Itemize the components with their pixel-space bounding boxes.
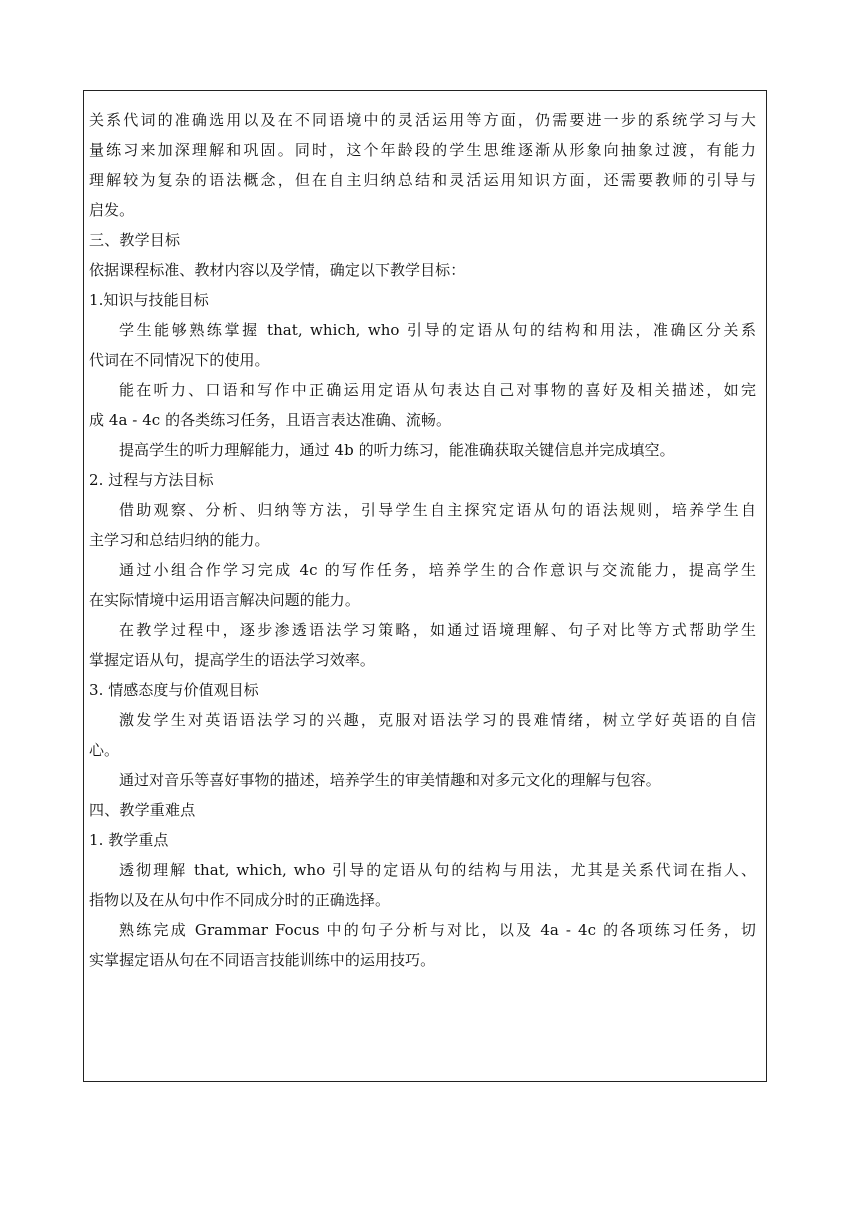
paragraph-line: 心。 (89, 741, 120, 759)
paragraph-line: 透彻理解 that, which, who 引导的定语从句的结构与用法，尤其是关系代词在指人、 (119, 861, 756, 879)
paragraph-line: 通过小组合作学习完成 4c 的写作任务，培养学生的合作意识与交流能力，提高学生 (119, 561, 756, 579)
paragraph-line: 量练习来加深理解和巩固。同时，这个年龄段的学生思维逐渐从形象向抽象过渡，有能力 (89, 141, 756, 159)
subsection-heading: 1.知识与技能目标 (89, 291, 209, 309)
paragraph-line: 熟练完成 Grammar Focus 中的句子分析与对比，以及 4a - 4c 的各项练习任务，切 (119, 921, 756, 939)
paragraph-line: 实掌握定语从句在不同语言技能训练中的运用技巧。 (89, 951, 436, 969)
section-heading: 三、教学目标 (89, 231, 181, 249)
paragraph-line: 提高学生的听力理解能力，通过 4b 的听力练习，能准确获取关键信息并完成填空。 (119, 441, 675, 459)
paragraph-line: 借助观察、分析、归纳等方法，引导学生自主探究定语从句的语法规则，培养学生自 (119, 501, 756, 519)
subsection-heading: 3. 情感态度与价值观目标 (89, 681, 259, 699)
paragraph-line: 掌握定语从句，提高学生的语法学习效率。 (89, 651, 375, 669)
paragraph-line: 理解较为复杂的语法概念，但在自主归纳总结和灵活运用知识方面，还需要教师的引导与 (89, 171, 756, 189)
paragraph-line: 成 4a - 4c 的各类练习任务，且语言表达准确、流畅。 (89, 411, 452, 429)
subsection-heading: 1. 教学重点 (89, 831, 169, 849)
paragraph-line: 能在听力、口语和写作中正确运用定语从句表达自己对事物的喜好及相关描述，如完 (119, 381, 756, 399)
paragraph-line: 依据课程标准、教材内容以及学情，确定以下教学目标： (89, 261, 466, 279)
paragraph-line: 在实际情境中运用语言解决问题的能力。 (89, 591, 360, 609)
table-cell (84, 91, 766, 1081)
section-heading: 四、教学重难点 (89, 801, 196, 819)
paragraph-line: 学生能够熟练掌握 that, which, who 引导的定语从句的结构和用法，准确区分关系 (119, 321, 756, 339)
paragraph-line: 代词在不同情况下的使用。 (89, 351, 270, 369)
paragraph-line: 通过对音乐等喜好事物的描述，培养学生的审美情趣和对多元文化的理解与包容。 (119, 771, 661, 789)
document-table (83, 90, 767, 1082)
paragraph-line: 关系代词的准确选用以及在不同语境中的灵活运用等方面，仍需要进一步的系统学习与大 (89, 111, 756, 129)
paragraph-line: 主学习和总结归纳的能力。 (89, 531, 270, 549)
paragraph-line: 启发。 (89, 201, 135, 219)
paragraph-line: 指物以及在从句中作不同成分时的正确选择。 (89, 891, 391, 909)
subsection-heading: 2. 过程与方法目标 (89, 471, 214, 489)
paragraph-line: 激发学生对英语语法学习的兴趣，克服对语法学习的畏难情绪，树立学好英语的自信 (119, 711, 756, 729)
paragraph-line: 在教学过程中，逐步渗透语法学习策略，如通过语境理解、句子对比等方式帮助学生 (119, 621, 756, 639)
